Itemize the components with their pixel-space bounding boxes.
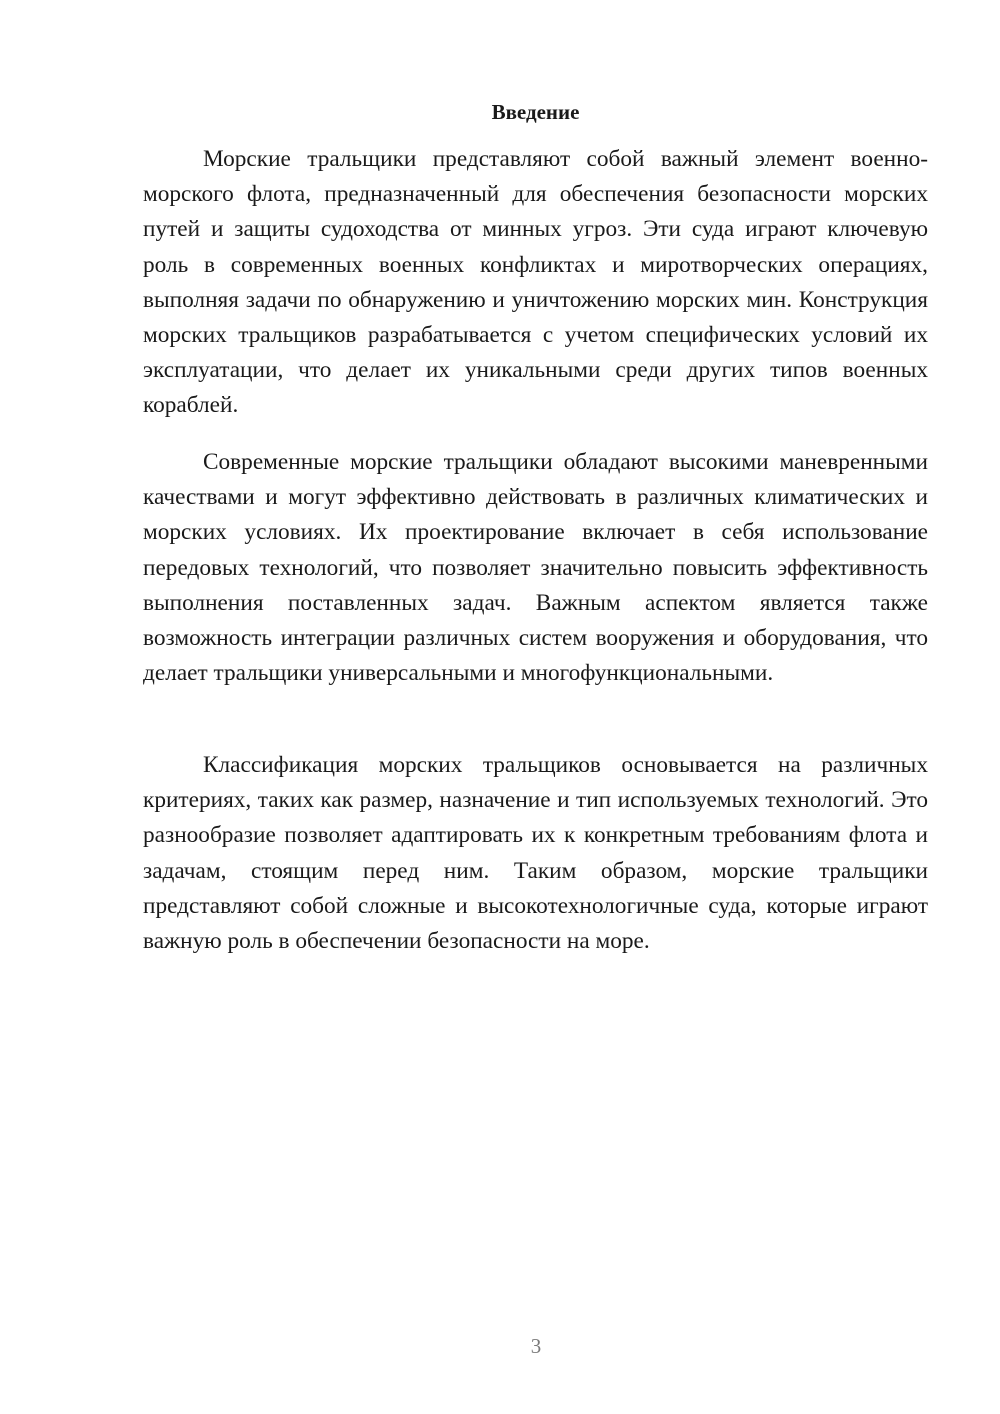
paragraph-3: Классификация морских тральщиков основывается на различных критериях, таких как размер, назначение и тип используемых технологий. Это разнообразие позволяет адаптировать их к конкретным требованиям флота и задачам, стоящим перед ним. Таким образом, морские тральщики представляют собой сложные и высокотехнологичные суда, которые играют важную роль в обеспечении безопасности на море. bbox=[143, 752, 928, 955]
page-number: 3 bbox=[530, 1334, 542, 1358]
section-heading: Введение bbox=[491, 100, 580, 124]
paragraph-2: Современные морские тральщики обладают высокими маневренными качествами и могут эффективно действовать в различных климатических и морских условиях. Их проектирование включает в себя использование передовых технологий, что позволяет значительно повысить эффективность выполнения поставленных задач. Важным аспектом является также возможность интеграции различных систем вооружения и оборудования, что делает тральщики универсальными и многофункциональными. bbox=[143, 449, 928, 687]
paragraph-1: Морские тральщики представляют собой важный элемент военно-морского флота, предназначенный для обеспечения безопасности морских путей и защиты судоходства от минных угроз. Эти суда играют ключевую роль в современных военных конфликтах и миротворческих операциях, выполняя задачи по обнаружению и уничтожению морских мин. Конструкция морских тральщиков разрабатывается с учетом специфических условий их эксплуатации, что делает их уникальными среди других типов военных кораблей. bbox=[143, 146, 928, 419]
